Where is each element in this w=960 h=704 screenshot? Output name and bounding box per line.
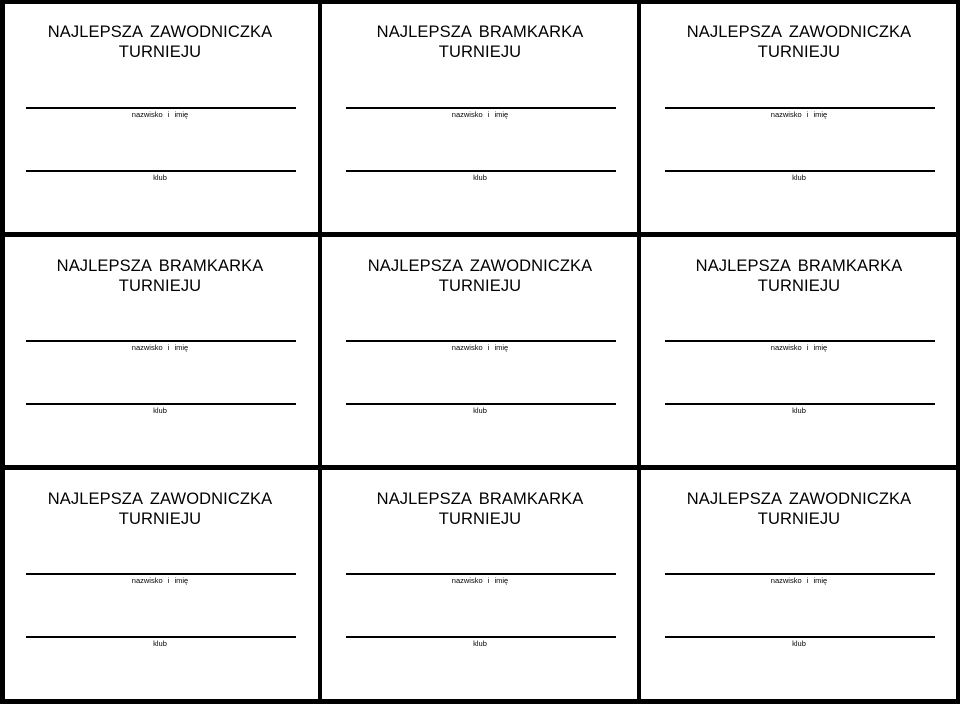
award-card [639, 234, 959, 466]
card-title [639, 489, 959, 529]
club-signature-line [26, 170, 296, 172]
club-signature-line [346, 403, 616, 405]
card-title [320, 22, 640, 62]
card-title-line1: NAJLEPSZA BRAMKARKA [695, 257, 903, 275]
award-card [639, 467, 959, 699]
card-title-line2: TURNIEJU [438, 43, 522, 61]
card-title-line2: TURNIEJU [118, 43, 202, 61]
card-title [320, 489, 640, 529]
club-signature-line [665, 636, 935, 638]
card-title [0, 489, 320, 529]
card-title [639, 256, 959, 296]
award-card [639, 0, 959, 232]
club-field-label: klub [153, 406, 167, 415]
award-card [320, 467, 640, 699]
name-field-label: nazwisko i imię [131, 110, 189, 119]
card-title-line1: NAJLEPSZA ZAWODNICZKA [47, 490, 273, 508]
card-title-line2: TURNIEJU [118, 277, 202, 295]
award-card [320, 234, 640, 466]
award-card [0, 234, 320, 466]
card-title-line2: TURNIEJU [438, 510, 522, 528]
card-title-line2: TURNIEJU [757, 43, 841, 61]
card-title-line1: NAJLEPSZA ZAWODNICZKA [686, 490, 912, 508]
name-field-label: nazwisko i imię [770, 110, 828, 119]
card-title-line2: TURNIEJU [757, 277, 841, 295]
name-signature-line [665, 107, 935, 109]
name-field-label: nazwisko i imię [770, 576, 828, 585]
card-title [0, 256, 320, 296]
card-title [320, 256, 640, 296]
name-signature-line [665, 340, 935, 342]
name-field-label: nazwisko i imię [770, 343, 828, 352]
name-signature-line [26, 107, 296, 109]
name-field-label: nazwisko i imię [451, 576, 509, 585]
card-title-line2: TURNIEJU [438, 277, 522, 295]
name-signature-line [665, 573, 935, 575]
name-field-label: nazwisko i imię [131, 576, 189, 585]
club-field-label: klub [792, 406, 806, 415]
card-title-line1: NAJLEPSZA BRAMKARKA [376, 23, 584, 41]
card-title-line1: NAJLEPSZA ZAWODNICZKA [686, 23, 912, 41]
club-signature-line [346, 170, 616, 172]
club-field-label: klub [153, 173, 167, 182]
card-title-line1: NAJLEPSZA BRAMKARKA [56, 257, 264, 275]
club-field-label: klub [792, 173, 806, 182]
card-title-line1: NAJLEPSZA BRAMKARKA [376, 490, 584, 508]
name-field-label: nazwisko i imię [451, 110, 509, 119]
name-signature-line [346, 340, 616, 342]
card-title-line1: NAJLEPSZA ZAWODNICZKA [367, 257, 593, 275]
name-signature-line [26, 573, 296, 575]
name-signature-line [346, 573, 616, 575]
club-signature-line [346, 636, 616, 638]
club-signature-line [665, 403, 935, 405]
card-title [0, 22, 320, 62]
award-card [0, 467, 320, 699]
club-field-label: klub [792, 639, 806, 648]
name-signature-line [26, 340, 296, 342]
award-card [320, 0, 640, 232]
card-title-line2: TURNIEJU [118, 510, 202, 528]
name-field-label: nazwisko i imię [131, 343, 189, 352]
club-signature-line [665, 170, 935, 172]
club-field-label: klub [153, 639, 167, 648]
club-field-label: klub [473, 639, 487, 648]
club-signature-line [26, 636, 296, 638]
frame-bottom-border [0, 699, 960, 704]
card-title [639, 22, 959, 62]
card-title-line1: NAJLEPSZA ZAWODNICZKA [47, 23, 273, 41]
award-card [0, 0, 320, 232]
name-field-label: nazwisko i imię [451, 343, 509, 352]
card-title-line2: TURNIEJU [757, 510, 841, 528]
club-field-label: klub [473, 173, 487, 182]
club-signature-line [26, 403, 296, 405]
club-field-label: klub [473, 406, 487, 415]
name-signature-line [346, 107, 616, 109]
